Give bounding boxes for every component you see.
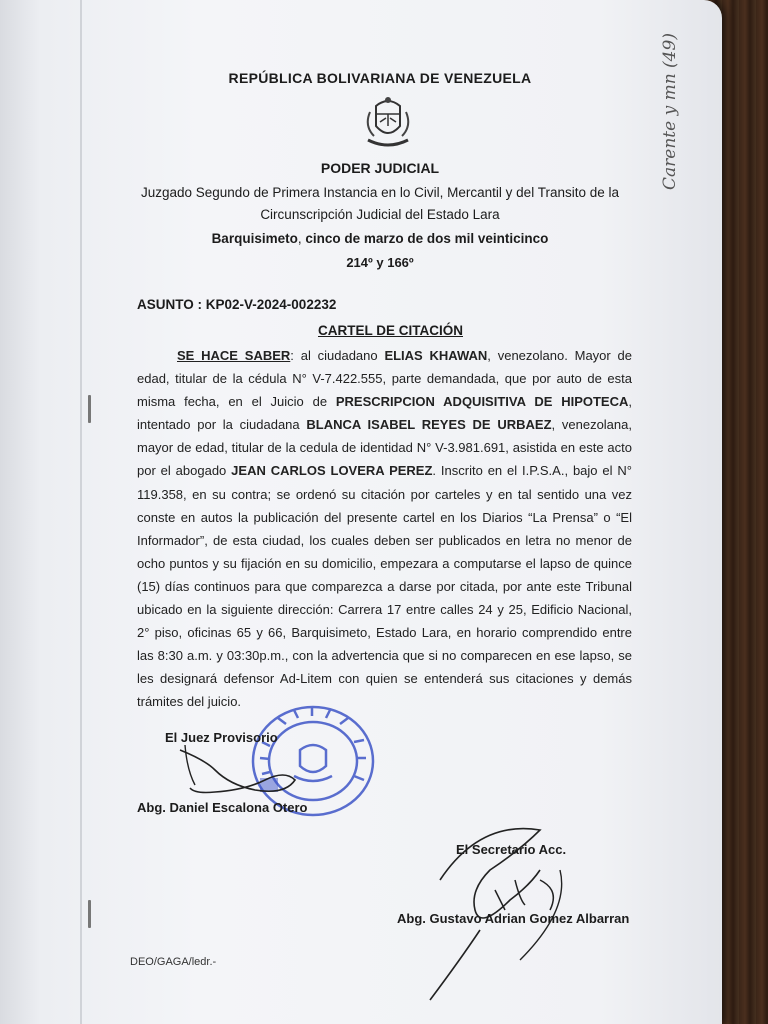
body-text: . Inscrito en el I.P.S.A., bajo el N° 119.358, en su contra; se ordenó su citación por carteles y en tal sentido una vez conste en autos la publicación del presente cartel en los Diarios “La Prensa” o “El Informador”, de esta ciudad, los cuales deben ser publicados en letra no menor de ocho puntos y su fijación en su domicilio, empezara a computarse el lapso de quince (15) días continuos para que comparezca a darse por citada, por ante este Tribunal ubicado en la siguiente dirección: Carrera 17 entre calles 24 y 25, Edificio Nacional, 2° piso, oficinas 65 y 66, Barquisimeto, Estado Lara, en horario comprendido entre las 8:30 a.m. y 03:30p.m., con la advertencia que si no comparecen en ese lapso, se les designará defensor Ad-Litem con quien se entenderá sus citaciones y demás trámites del juicio. — [137, 463, 632, 710]
trial-type: PRESCRIPCION ADQUISITIVA DE HIPOTECA — [335, 394, 629, 410]
case-number: ASUNTO : KP02-V-2024-002232 — [137, 297, 337, 312]
republic-heading: REPÚBLICA BOLIVARIANA DE VENEZUELA — [228, 70, 532, 86]
body-text: : al ciudadano — [290, 348, 385, 363]
document-date: Barquisimeto, cinco de marzo de dos mil veinticinco — [211, 231, 549, 246]
judge-signature-icon — [175, 740, 315, 800]
era-years: 214º y 166º — [346, 255, 414, 270]
plaintiff-name: BLANCA ISABEL REYES DE URBAEZ — [306, 417, 552, 433]
date-text: cinco de marzo de dos mil veinticinco — [305, 231, 549, 246]
binder-staple — [88, 395, 91, 423]
binder-staple — [88, 900, 91, 928]
judge-name: Abg. Daniel Escalona Otero — [137, 800, 308, 815]
date-city: Barquisimeto — [211, 231, 298, 246]
body-text: , venezolano. Mayor de edad, titular de la cédula N° V-7.422.555, parte demandada, que por auto de esta misma fecha, en el Juicio de — [137, 348, 632, 410]
secretary-signature-icon — [400, 810, 600, 1010]
body-paragraph — [137, 344, 632, 714]
coat-of-arms-icon — [360, 92, 416, 152]
lead-phrase: SE HACE SABER — [177, 348, 291, 363]
body-text: , intentado por la ciudadana — [137, 394, 632, 433]
reference-initials: DEO/GAGA/ledr.- — [130, 956, 217, 968]
lawyer-name: JEAN CARLOS LOVERA PEREZ — [231, 463, 433, 479]
document-title: CARTEL DE CITACIÓN — [318, 323, 463, 338]
court-name-line1: Juzgado Segundo de Primera Instancia en lo Civil, Mercantil y del Transito de la — [140, 185, 619, 200]
body-text: , venezolana, mayor de edad, titular de la cedula de identidad N° V-3.981.691, asistida en este acto por el abogado — [137, 417, 632, 479]
defendant-name: ELIAS KHAWAN — [384, 348, 488, 363]
secretary-title: El Secretario Acc. — [456, 842, 567, 857]
handwritten-margin-note: Carente y mn (49) — [660, 33, 680, 190]
court-name-line2: Circunscripción Judicial del Estado Lara — [260, 207, 500, 222]
judicial-branch-heading: PODER JUDICIAL — [320, 160, 440, 176]
judge-title: El Juez Provisorio — [165, 730, 278, 745]
secretary-name: Abg. Gustavo Adrian Gomez Albarran — [397, 911, 630, 926]
page-fold — [80, 0, 82, 1024]
